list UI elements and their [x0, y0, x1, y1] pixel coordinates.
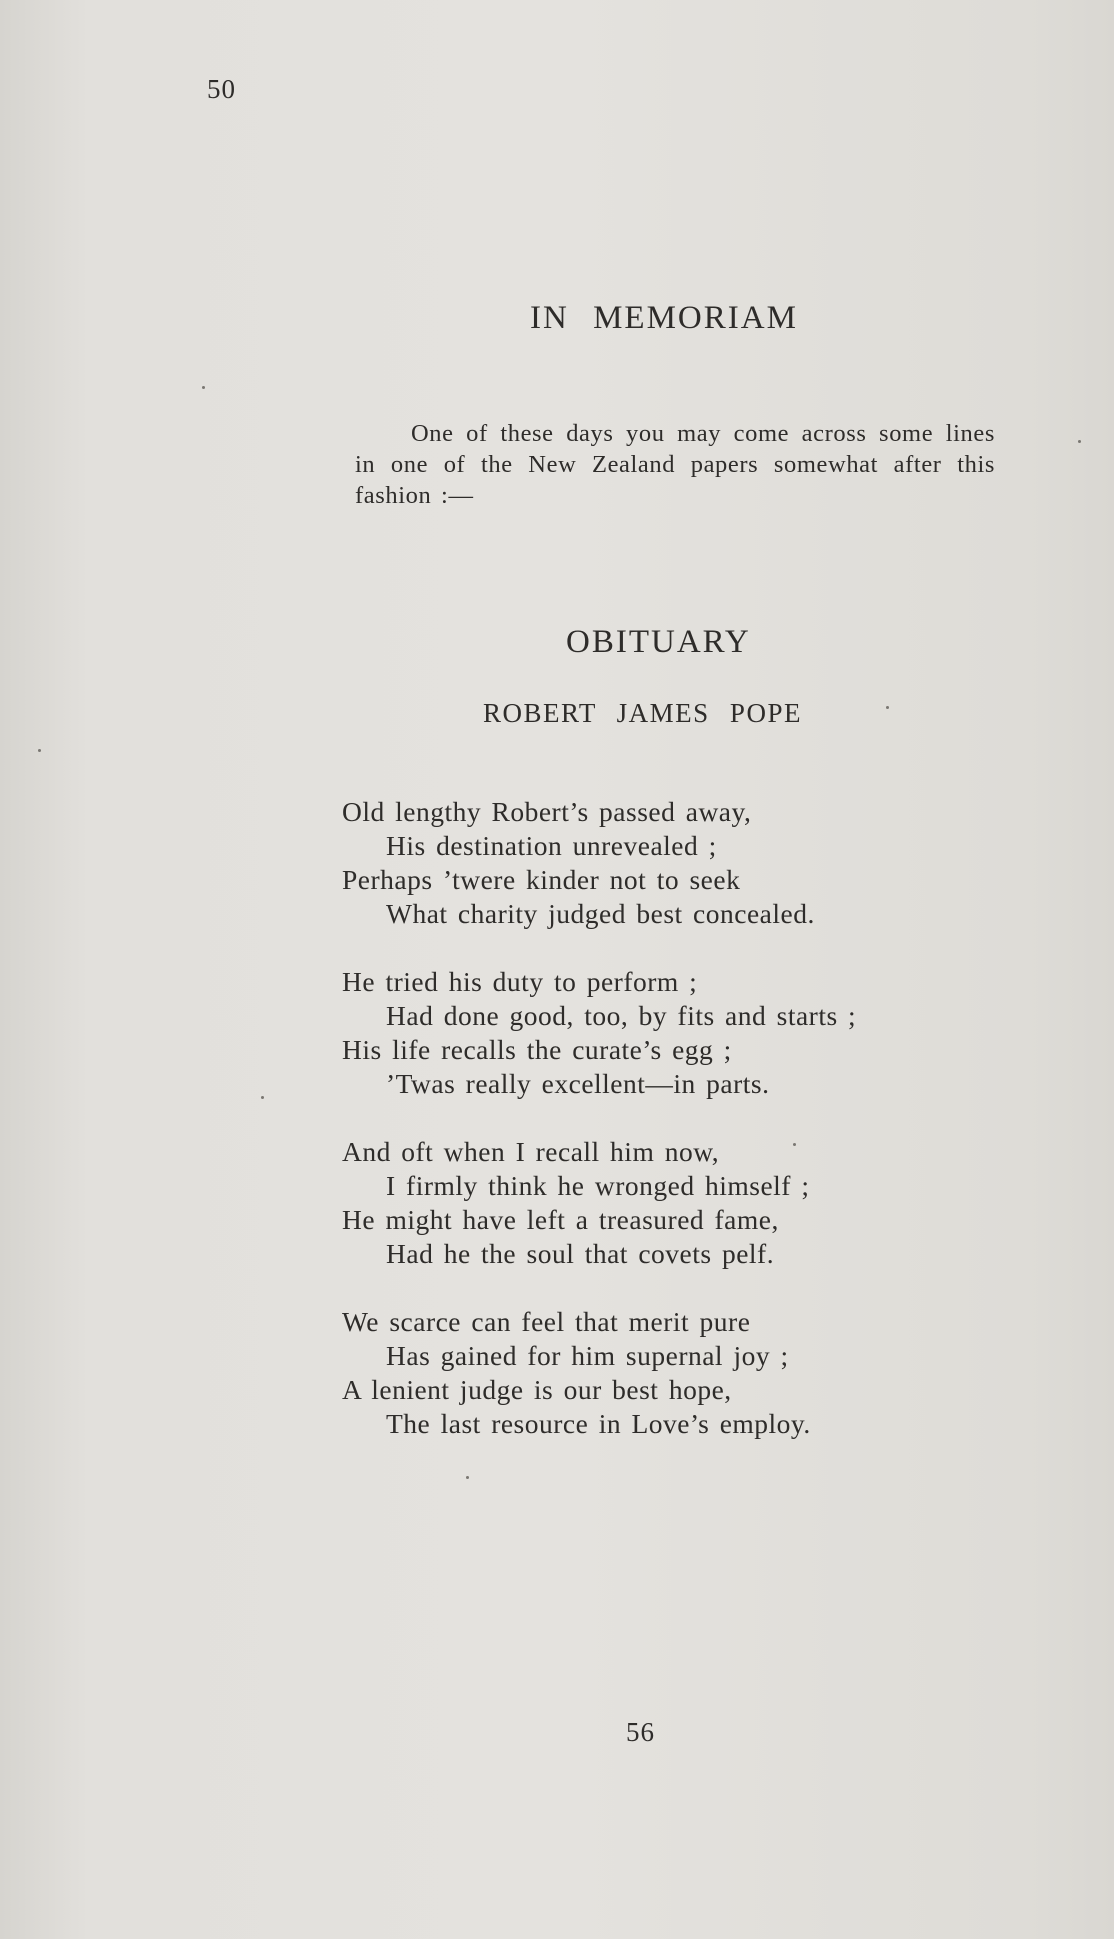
poem-line: He might have left a treasured fame,	[342, 1204, 779, 1235]
obituary-heading: OBITUARY	[566, 624, 751, 660]
paper-speck	[466, 1476, 469, 1479]
page-title: IN MEMORIAM	[530, 300, 798, 336]
page-number-bottom: 56	[626, 1717, 655, 1747]
paper-speck	[261, 1096, 264, 1099]
poem-line: I firmly think he wronged himself ;	[386, 1170, 810, 1201]
poem-line: Had done good, too, by fits and starts ;	[386, 1000, 857, 1031]
page-number-top: 50	[207, 74, 236, 104]
obituary-name: ROBERT JAMES POPE	[483, 698, 802, 728]
poem-line: And oft when I recall him now,	[342, 1136, 720, 1167]
poem-line: We scarce can feel that merit pure	[342, 1306, 751, 1337]
poem-stanza-4	[342, 1305, 962, 1441]
poem-line: ’Twas really excellent—in parts.	[386, 1068, 770, 1099]
poem-line: A lenient judge is our best hope,	[342, 1374, 732, 1405]
poem-stanza-1	[342, 795, 962, 931]
poem-line: Perhaps ’twere kinder not to seek	[342, 864, 741, 895]
poem-line: Old lengthy Robert’s passed away,	[342, 796, 752, 827]
intro-paragraph: One of these days you may come across some lines in one of the New Zealand papers somewhat after this fashion :—	[355, 420, 995, 509]
paper-speck	[793, 1143, 796, 1146]
poem	[342, 795, 962, 1475]
paper-speck	[1078, 440, 1081, 443]
paper-speck	[886, 706, 889, 709]
poem-line: What charity judged best concealed.	[386, 898, 815, 929]
paper-speck	[38, 749, 41, 752]
poem-line: Had he the soul that covets pelf.	[386, 1238, 775, 1269]
poem-line: Has gained for him supernal joy ;	[386, 1340, 789, 1371]
poem-line: The last resource in Love’s employ.	[386, 1408, 811, 1439]
paper-speck	[202, 386, 205, 389]
poem-line: His destination unrevealed ;	[386, 830, 717, 861]
poem-line: He tried his duty to perform ;	[342, 966, 698, 997]
poem-line: His life recalls the curate’s egg ;	[342, 1034, 732, 1065]
poem-stanza-3	[342, 1135, 962, 1271]
poem-stanza-2	[342, 965, 962, 1101]
